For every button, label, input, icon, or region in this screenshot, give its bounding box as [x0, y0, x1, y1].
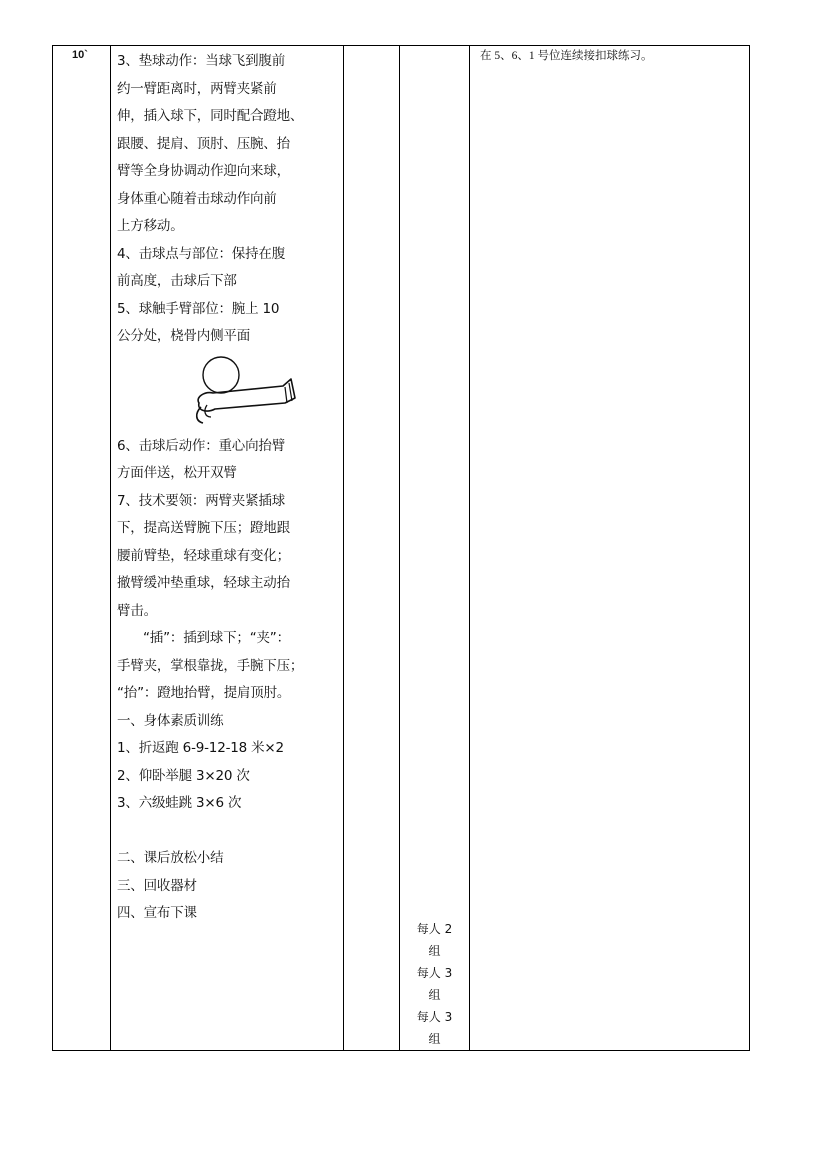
closing-line: 四、宣布下课: [117, 905, 197, 921]
content-line: 臂击。: [117, 602, 157, 619]
table-row: [53, 46, 750, 1051]
content-cell: [111, 46, 344, 1051]
training-line: 2、仰卧举腿 3×20 次: [117, 767, 250, 784]
quote-line: 手臂夹，掌根靠拢，手腕下压；: [117, 657, 304, 674]
organization-cell: [470, 46, 750, 1051]
dosage-line: 每人 3: [416, 966, 453, 980]
content-line: 5、球触手臂部位：腕上 10: [117, 300, 280, 317]
content-line: 6、击球后动作：重心向抬臂: [117, 437, 285, 454]
dosage-line: 每人 3: [416, 1010, 453, 1024]
dosage-line: 组: [428, 988, 441, 1002]
content-line: 下，提高送臂腕下压；蹬地跟: [117, 520, 290, 536]
dosage-list: [400, 46, 469, 1050]
content-line: 4、击球点与部位：保持在腹: [117, 245, 285, 262]
content-line: 身体重心随着击球动作向前: [117, 190, 277, 207]
content-line: 腰前臂垫，轻球重球有变化；: [117, 547, 290, 564]
content-line: 臂等全身协调动作迎向来球，: [117, 163, 290, 179]
content-line: 7、技术要领：两臂夹紧插球: [117, 492, 285, 509]
content-line: 约一臂距离时，两臂夹紧前: [117, 80, 277, 97]
content-line: 公分处，桡骨内侧平面: [117, 328, 250, 344]
organization-text: 在 5、6、1 号位连续接扣球练习。: [480, 50, 653, 62]
closing-line: 三、回收器材: [117, 877, 197, 894]
blank-line: [117, 818, 339, 846]
training-line: 一、身体素质训练: [117, 712, 224, 729]
training-line: 1、折返跑 6-9-12-18 米×2: [117, 740, 284, 756]
content-line: 跟腰、提肩、顶肘、压腕、抬: [117, 135, 290, 152]
dosage-line: 组: [428, 944, 441, 958]
forearm-ball-illustration: [117, 351, 339, 433]
dosage-line: 组: [428, 1032, 441, 1046]
empty-cell: [344, 46, 400, 1051]
quote-line: “插”：插到球下；“夹”：: [143, 630, 290, 646]
time-cell: [53, 46, 111, 1051]
content-line: 伸，插入球下，同时配合蹬地、: [117, 108, 304, 124]
time-value: 10`: [72, 49, 88, 61]
content-line: 上方移动。: [117, 218, 184, 234]
content-line: 前高度，击球后下部: [117, 273, 237, 289]
content-text: [111, 46, 343, 928]
forearm-ball-icon: [181, 353, 301, 431]
dosage-line: 每人 2: [416, 922, 453, 936]
lesson-plan-table: [52, 45, 750, 1051]
dosage-cell: [400, 46, 470, 1051]
closing-line: 二、课后放松小结: [117, 850, 224, 866]
content-line: 撤臂缓冲垫重球，轻球主动抬: [117, 575, 290, 591]
quote-line: “抬”：蹬地抬臂，提肩顶肘。: [117, 685, 291, 701]
content-line: 方面伴送，松开双臂: [117, 465, 237, 481]
content-line: 3、垫球动作：当球飞到腹前: [117, 53, 285, 69]
training-line: 3、六级蛙跳 3×6 次: [117, 795, 242, 811]
